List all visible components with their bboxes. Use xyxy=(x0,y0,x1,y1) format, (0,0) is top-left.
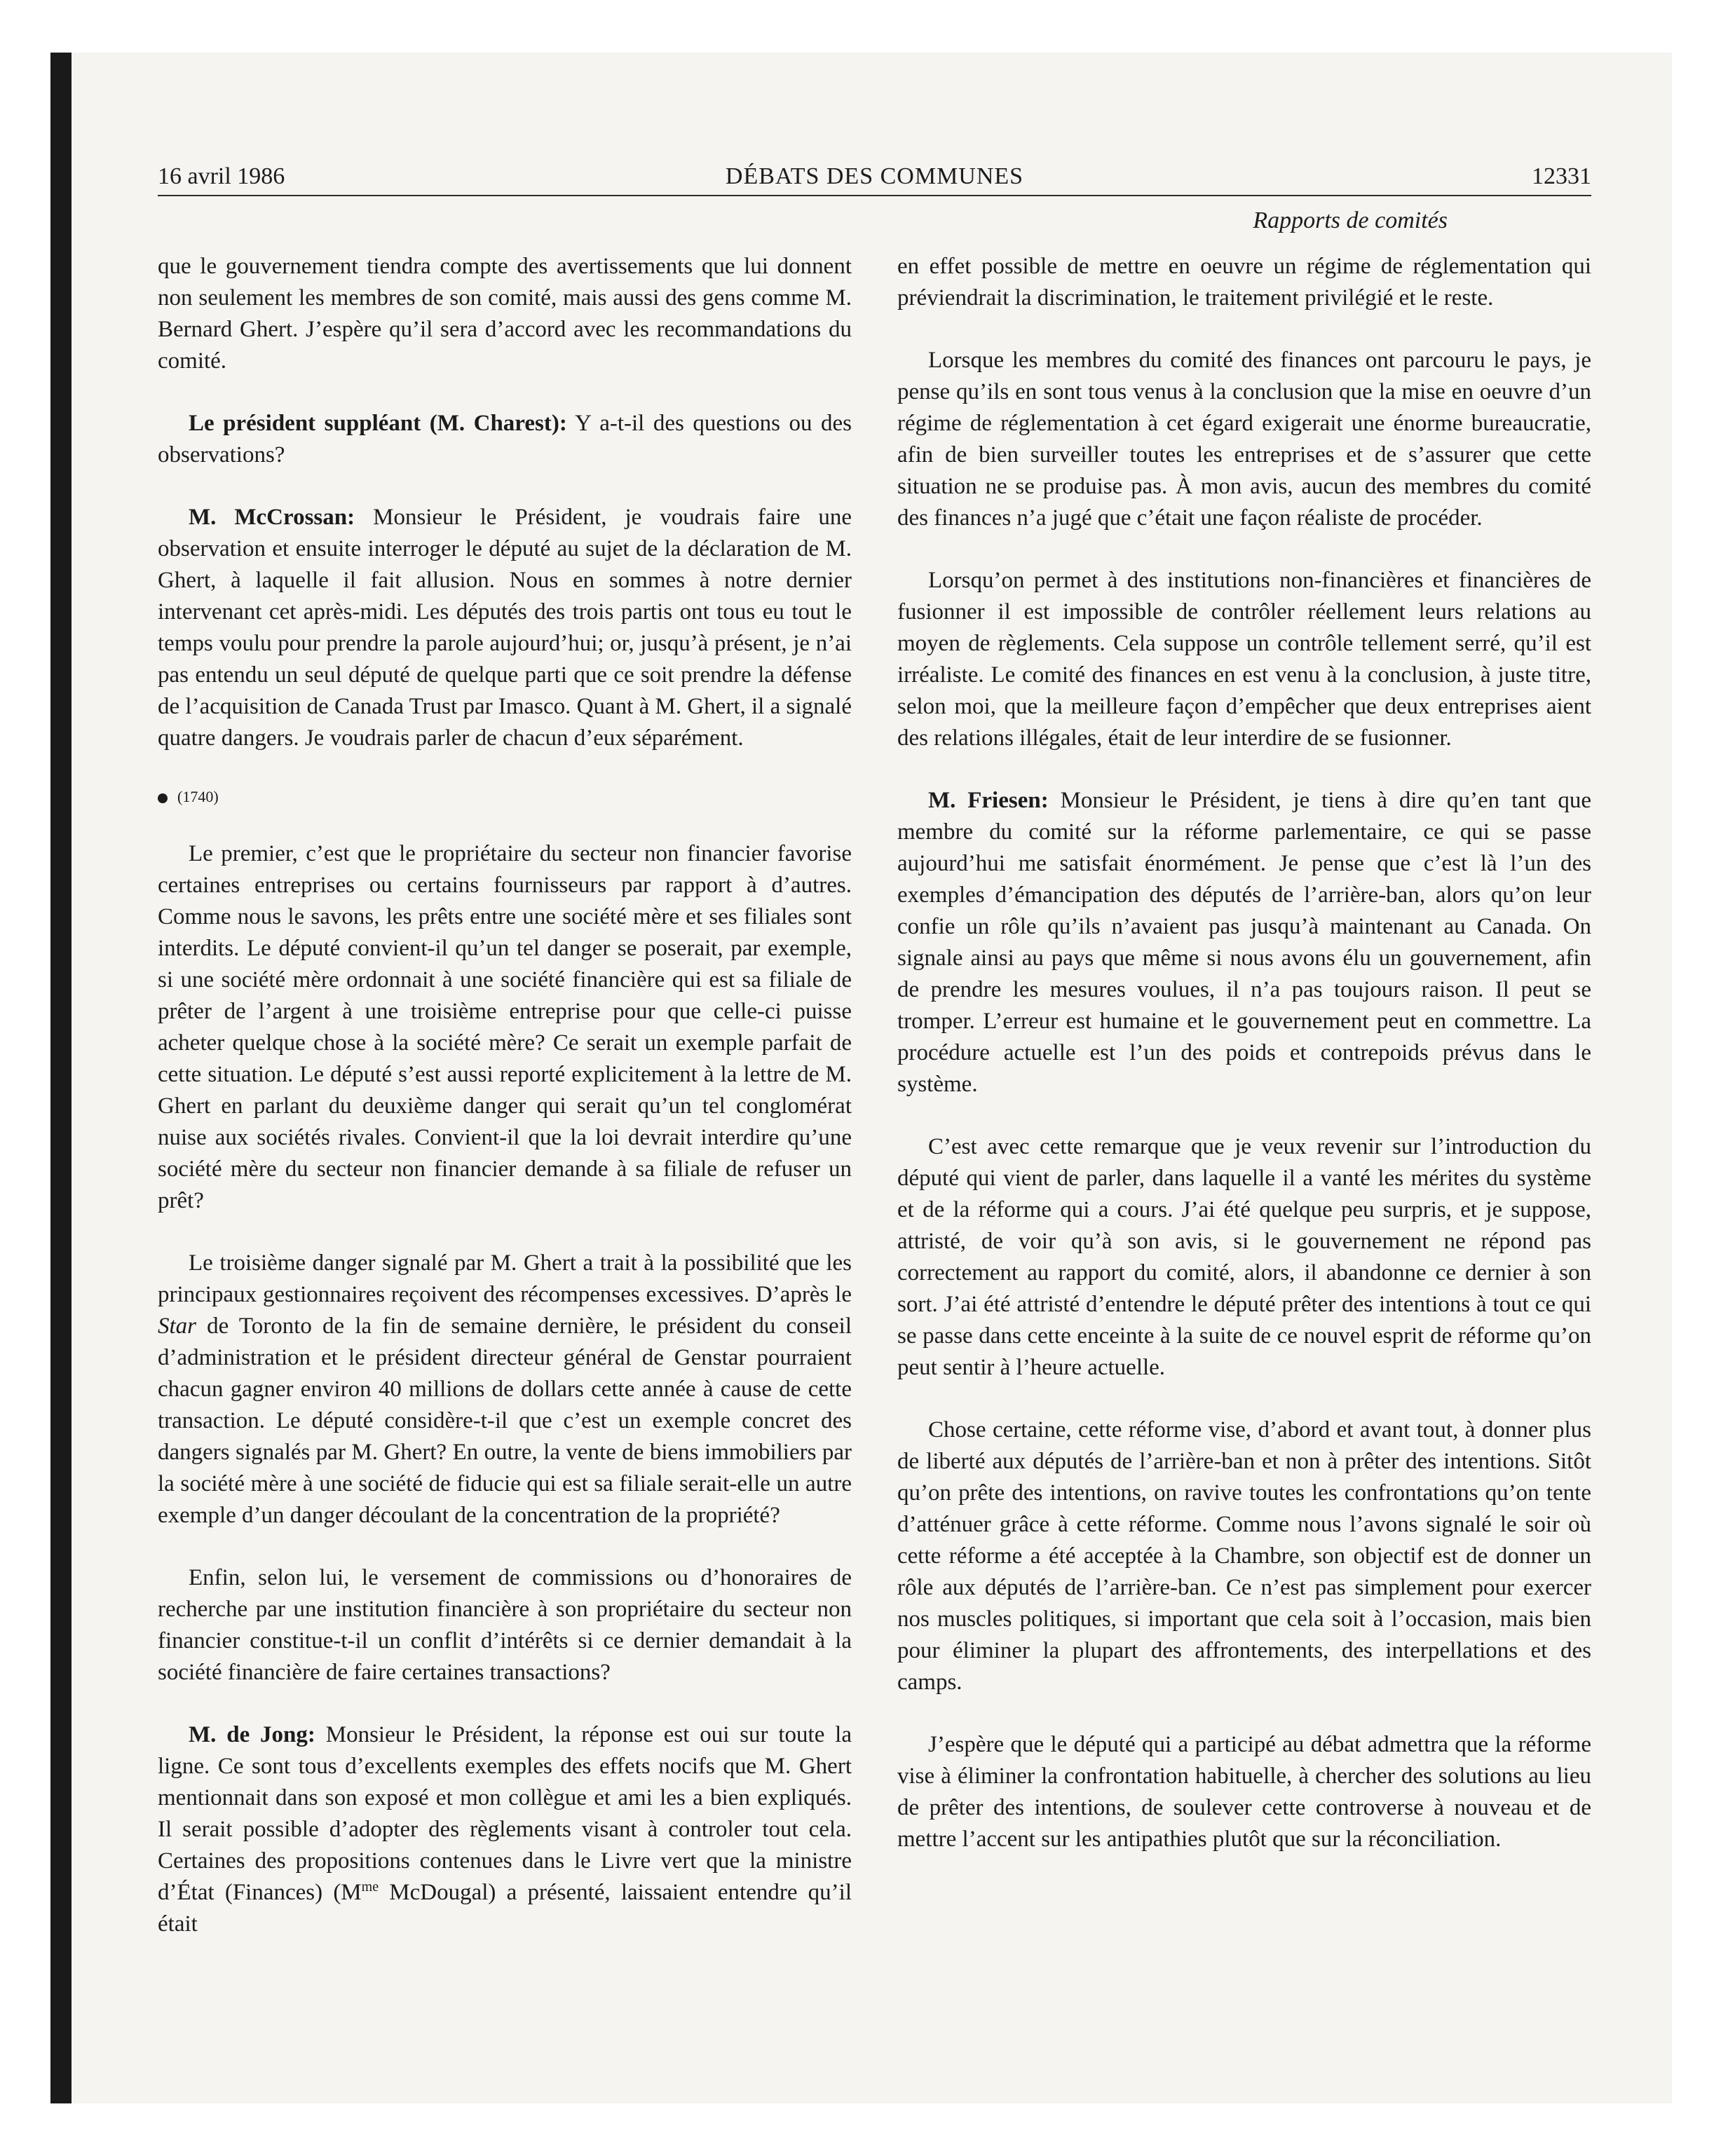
bullet-icon xyxy=(158,793,168,803)
paragraph xyxy=(158,408,852,471)
paragraph xyxy=(158,1248,852,1531)
text-run: McDougal) a présenté, laissaient entendre qu’il était xyxy=(158,1880,852,1937)
paragraph: Le premier, c’est que le propriétaire du secteur non financier favorise certaines entreprises ou certains fournisseurs par rapport à d’autres. Comme nous le savons, les prêts entre une société mère et ses filiales sont interdits. Le député convient-il qu’un tel danger se poserait, par exemple, si une société mère ordonnait à une société financière qui est sa filiale de prêter de l’argent à une troisième entreprise pour que celle-ci puisse acheter quelque chose à la société mère? Ce serait un exemple parfait de cette situation. Le député s’est aussi reporté explicitement à la lettre de M. Ghert en parlant du deuxième danger qui serait qu’un tel conglomérat nuise aux sociétés rivales. Convient-il que la loi devrait interdire qu’une société mère du secteur non financier demande à sa filiale de refuser un prêt? xyxy=(158,841,852,1213)
text-run: Monsieur le Président, la réponse est oui sur toute la ligne. Ce sont tous d’excellents exemples des effets nocifs que M. Ghert mentionnait dans son exposé et mon collègue et ami les a bien expliqués. Il serait possible d’adopter des règlements visant à controler tout cela. Certaines des propositions contenues dans le Livre vert que la ministre d’État (Finances) (M xyxy=(158,1722,852,1905)
speaker-name: M. McCrossan: xyxy=(189,505,355,530)
left-column xyxy=(158,251,852,1971)
header-journal-title: DÉBATS DES COMMUNES xyxy=(725,163,1024,189)
text-run: de Toronto de la fin de semaine dernière, le président du conseil d’administration et le président directeur général de Genstar pourraient chacun gagner environ 40 millions de dollars cette année à cause de cette transaction. Le député considère-t-il que c’est un exemple concret des dangers signalés par M. Ghert? En outre, la vente de biens immobiliers par la société mère à une société de fiducie qui est sa filiale serait-elle un autre exemple d’un danger découlant de la concentration de la propriété? xyxy=(158,1314,852,1528)
speech-text: Monsieur le Président, je voudrais faire une observation et ensuite interroger le député au sujet de la déclaration de M. Ghert, à laquelle il fait allusion. Nous en sommes à notre dernier intervenant cet après-midi. Les députés des trois partis ont tous eu tout le temps voulu pour prendre la parole aujourd’hui; or, jusqu’à présent, je n’ai pas entendu un seul député de quelque parti que ce soit prendre la défense de l’acquisition de Canada Trust par Imasco. Quant à M. Ghert, il a signalé quatre dangers. Je voudrais parler de chacun d’eux séparément. xyxy=(158,505,852,751)
right-column xyxy=(897,251,1591,1886)
paragraph xyxy=(897,785,1591,1100)
paragraph: Lorsqu’on permet à des institutions non-financières et financières de fusionner il est impossible de contrôler réellement leurs relations au moyen de règlements. Cela suppose un contrôle tellement serré, qu’il est irréaliste. Le comité des finances en est venu à la conclusion, à juste titre, selon moi, que la meilleure façon d’empêcher que deux entreprises aient des relations illégales, était de leur interdire de se fusionner. xyxy=(897,568,1591,751)
paragraph xyxy=(158,502,852,754)
header-page-number: 12331 xyxy=(1532,163,1591,189)
speaker-name: M. Friesen: xyxy=(928,788,1049,813)
paragraph: Enfin, selon lui, le versement de commissions ou d’honoraires de recherche par une institution financière à son propriétaire du secteur non financier constitue-t-il un conflit d’intérêts si ce dernier demandait à la société financière de faire certaines transactions? xyxy=(158,1565,852,1685)
section-label: Rapports de comités xyxy=(1253,207,1448,233)
speaker-name: Le président suppléant (M. Charest): xyxy=(189,411,567,436)
paragraph: Lorsque les membres du comité des finances ont parcouru le pays, je pense qu’ils en sont tous venus à la conclusion que la mise en oeuvre d’un régime de réglementation à cet égard exigerait une énorme bureaucratie, afin de bien surveiller toutes les entreprises et de s’assurer que cette situation ne se produise pas. À mon avis, aucun des membres du comité des finances n’a jugé que c’était une façon réaliste de procéder. xyxy=(897,348,1591,531)
paragraph: en effet possible de mettre en oeuvre un régime de réglementation qui préviendrait la discrimination, le traitement privilégié et le reste. xyxy=(897,254,1591,311)
paragraph: Chose certaine, cette réforme vise, d’abord et avant tout, à donner plus de liberté aux députés de l’arrière-ban et non à prêter des intentions. Sitôt qu’on prête des intentions, on ravive toutes les confrontations qu’on tente d’atténuer grâce à cette réforme. Comme nous l’avons signalé le soir où cette réforme a été acceptée à la Chambre, son objectif est de donner un rôle aux députés de l’arrière-ban. Ce n’est pas simplement pour exercer nos muscles politiques, si important que cela soit à l’occasion, mais bien pour éliminer la plupart des affrontements, des interpellations et des camps. xyxy=(897,1417,1591,1695)
header-date: 16 avril 1986 xyxy=(158,163,285,189)
speech-text: Y a-t-il des questions ou des observations? xyxy=(158,411,852,468)
speaker-name: M. de Jong: xyxy=(189,1722,315,1747)
scan-edge xyxy=(50,53,72,2103)
time-marker-text: (1740) xyxy=(177,788,219,805)
paragraph xyxy=(158,1719,852,1940)
speech-text: Monsieur le Président, je tiens à dire qu’en tant que membre du comité sur la réforme parlementaire, ce qui se passe aujourd’hui me satisfait énormément. Je pense que c’est là l’un des exemples d’émancipation des députés de l’arrière-ban, alors qu’on leur confie un rôle qu’ils n’avaient pas jusqu’à maintenant au Canada. On signale ainsi au pays que même si nous avons élu un gouvernement, afin de prendre les mesures voulues, il n’a pas toujours raison. Il peut se tromper. L’erreur est humaine et le gouvernement peut en commettre. La procédure actuelle est l’un des poids et contrepoids prévus dans le système. xyxy=(897,788,1592,1097)
paragraph: C’est avec cette remarque que je veux revenir sur l’introduction du député qui vient de parler, dans laquelle il a vanté les mérites du système et de la réforme qui a cours. J’ai été quelque peu surpris, et je suppose, attristé, de voir qu’à son avis, si le gouvernement ne répond pas correctement au rapport du comité, alors, il abandonne ce dernier à son sort. J’ai été attristé d’entendre le député prêter des intentions à tout ce qui se passe dans cette enceinte à la suite de ce nouvel esprit de réforme qu’on peut sentir à l’heure actuelle. xyxy=(897,1134,1591,1380)
page-header xyxy=(158,160,1591,193)
header-rule xyxy=(158,195,1591,196)
text-run: Le troisième danger signalé par M. Ghert a trait à la possibilité que les principaux gestionnaires reçoivent des récompenses excessives. D’après le xyxy=(158,1250,852,1307)
paragraph: que le gouvernement tiendra compte des avertissements que lui donnent non seulement les membres de son comité, mais aussi des gens comme M. Bernard Ghert. J’espère qu’il sera d’accord avec les recommandations du comité. xyxy=(158,254,852,374)
newspaper-name: Star xyxy=(158,1314,197,1339)
superscript: me xyxy=(361,1879,379,1895)
paragraph: J’espère que le député qui a participé au débat admettra que la réforme vise à éliminer la confrontation habituelle, à chercher des solutions au lieu de prêter des intentions, de soulever cette controverse à nouveau et de mettre l’accent sur les antipathies plutôt que sur la réconciliation. xyxy=(897,1732,1591,1852)
time-marker xyxy=(158,785,852,809)
